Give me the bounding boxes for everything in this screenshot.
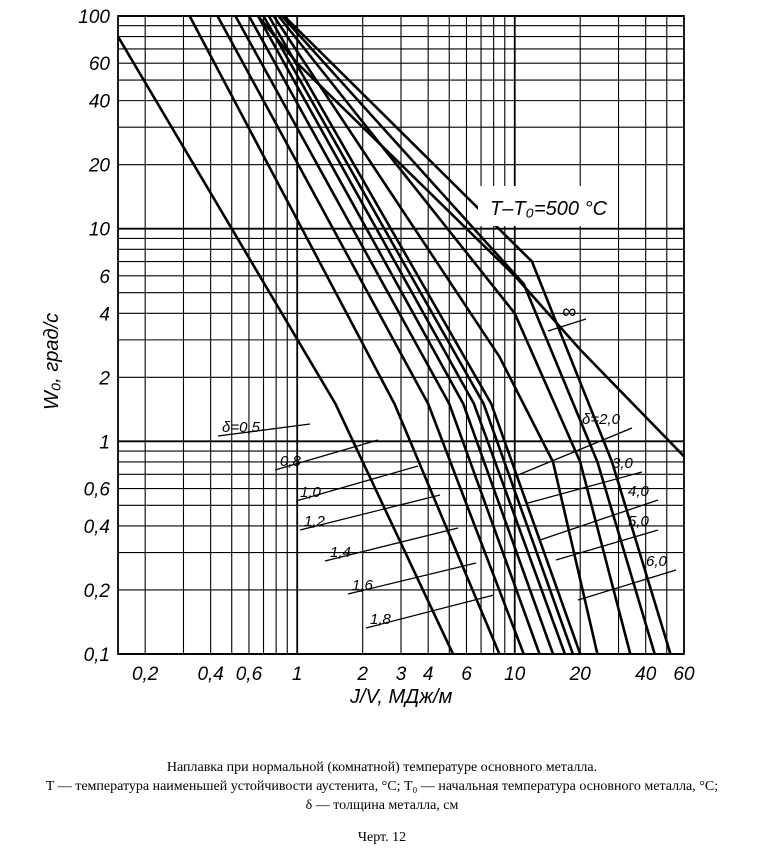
label-delta-2-0: δ=2,0	[582, 411, 620, 428]
series-line	[258, 16, 684, 456]
annotation: T–T₀=500 °C	[490, 198, 608, 220]
x-axis-label: J/V, МДж/м	[350, 686, 453, 708]
series-labels	[218, 301, 676, 628]
label-1-0: 1,0	[300, 484, 321, 501]
label-6-0: 6,0	[646, 553, 667, 570]
label-4-0: 4,0	[628, 483, 649, 500]
label-1-2: 1,2	[304, 513, 325, 530]
x-tick-labels	[132, 664, 695, 685]
x-tick-label: 4	[422, 664, 434, 685]
y-tick-label: 60	[88, 54, 110, 76]
caption-line-2: T — температура наименьшей устойчивости аустенита, °С; T₀ — начальная температура основного металла, °С;	[45, 779, 719, 794]
grid	[118, 16, 684, 654]
caption-line-3: δ — толщина металла, см	[305, 798, 459, 813]
x-tick-label: 20	[569, 664, 591, 685]
label-1-6: 1,6	[352, 577, 373, 594]
x-tick-label: 0,6	[235, 664, 263, 685]
x-tick-label: 2	[357, 664, 368, 685]
y-tick-label: 20	[88, 155, 110, 177]
x-tick-label: 0,2	[131, 664, 159, 685]
y-tick-label: 1	[99, 432, 110, 454]
label-3-0: 3,0	[612, 455, 633, 472]
x-tick-label: 0,4	[197, 664, 224, 685]
y-axis-label: W₀, град/с	[41, 312, 63, 410]
x-tick-label: 1	[291, 664, 303, 685]
y-tick-label: 0,6	[83, 479, 110, 501]
figure-number: Черт. 12	[357, 830, 407, 845]
y-tick-label: 10	[88, 219, 110, 241]
x-tick-label: 40	[635, 664, 657, 685]
x-tick-label: 60	[673, 664, 695, 685]
y-tick-label: 0,2	[83, 580, 110, 602]
x-tick-label: 6	[461, 664, 472, 685]
y-tick-label: 4	[99, 304, 110, 326]
label-5-0: 5,0	[628, 513, 649, 530]
y-tick-label: 40	[88, 91, 110, 113]
y-tick-labels	[78, 7, 110, 666]
y-tick-label: 2	[99, 368, 110, 390]
x-tick-label: 10	[504, 664, 526, 685]
caption-line-1: Наплавка при нормальной (комнатной) температуре основного металла.	[166, 760, 598, 775]
label-0-8: 0,8	[280, 453, 301, 470]
y-tick-label: 0,4	[83, 516, 110, 538]
y-tick-label: 100	[78, 7, 110, 28]
label-1-8: 1,8	[370, 611, 391, 628]
y-tick-label: 0,1	[83, 645, 110, 666]
label-delta-0-5: δ=0,5	[222, 419, 260, 436]
label-infinity: ∞	[562, 301, 577, 323]
label-1-4: 1,4	[330, 544, 351, 561]
series-line	[118, 37, 453, 654]
x-tick-label: 3	[395, 664, 407, 685]
y-tick-label: 6	[99, 266, 110, 288]
